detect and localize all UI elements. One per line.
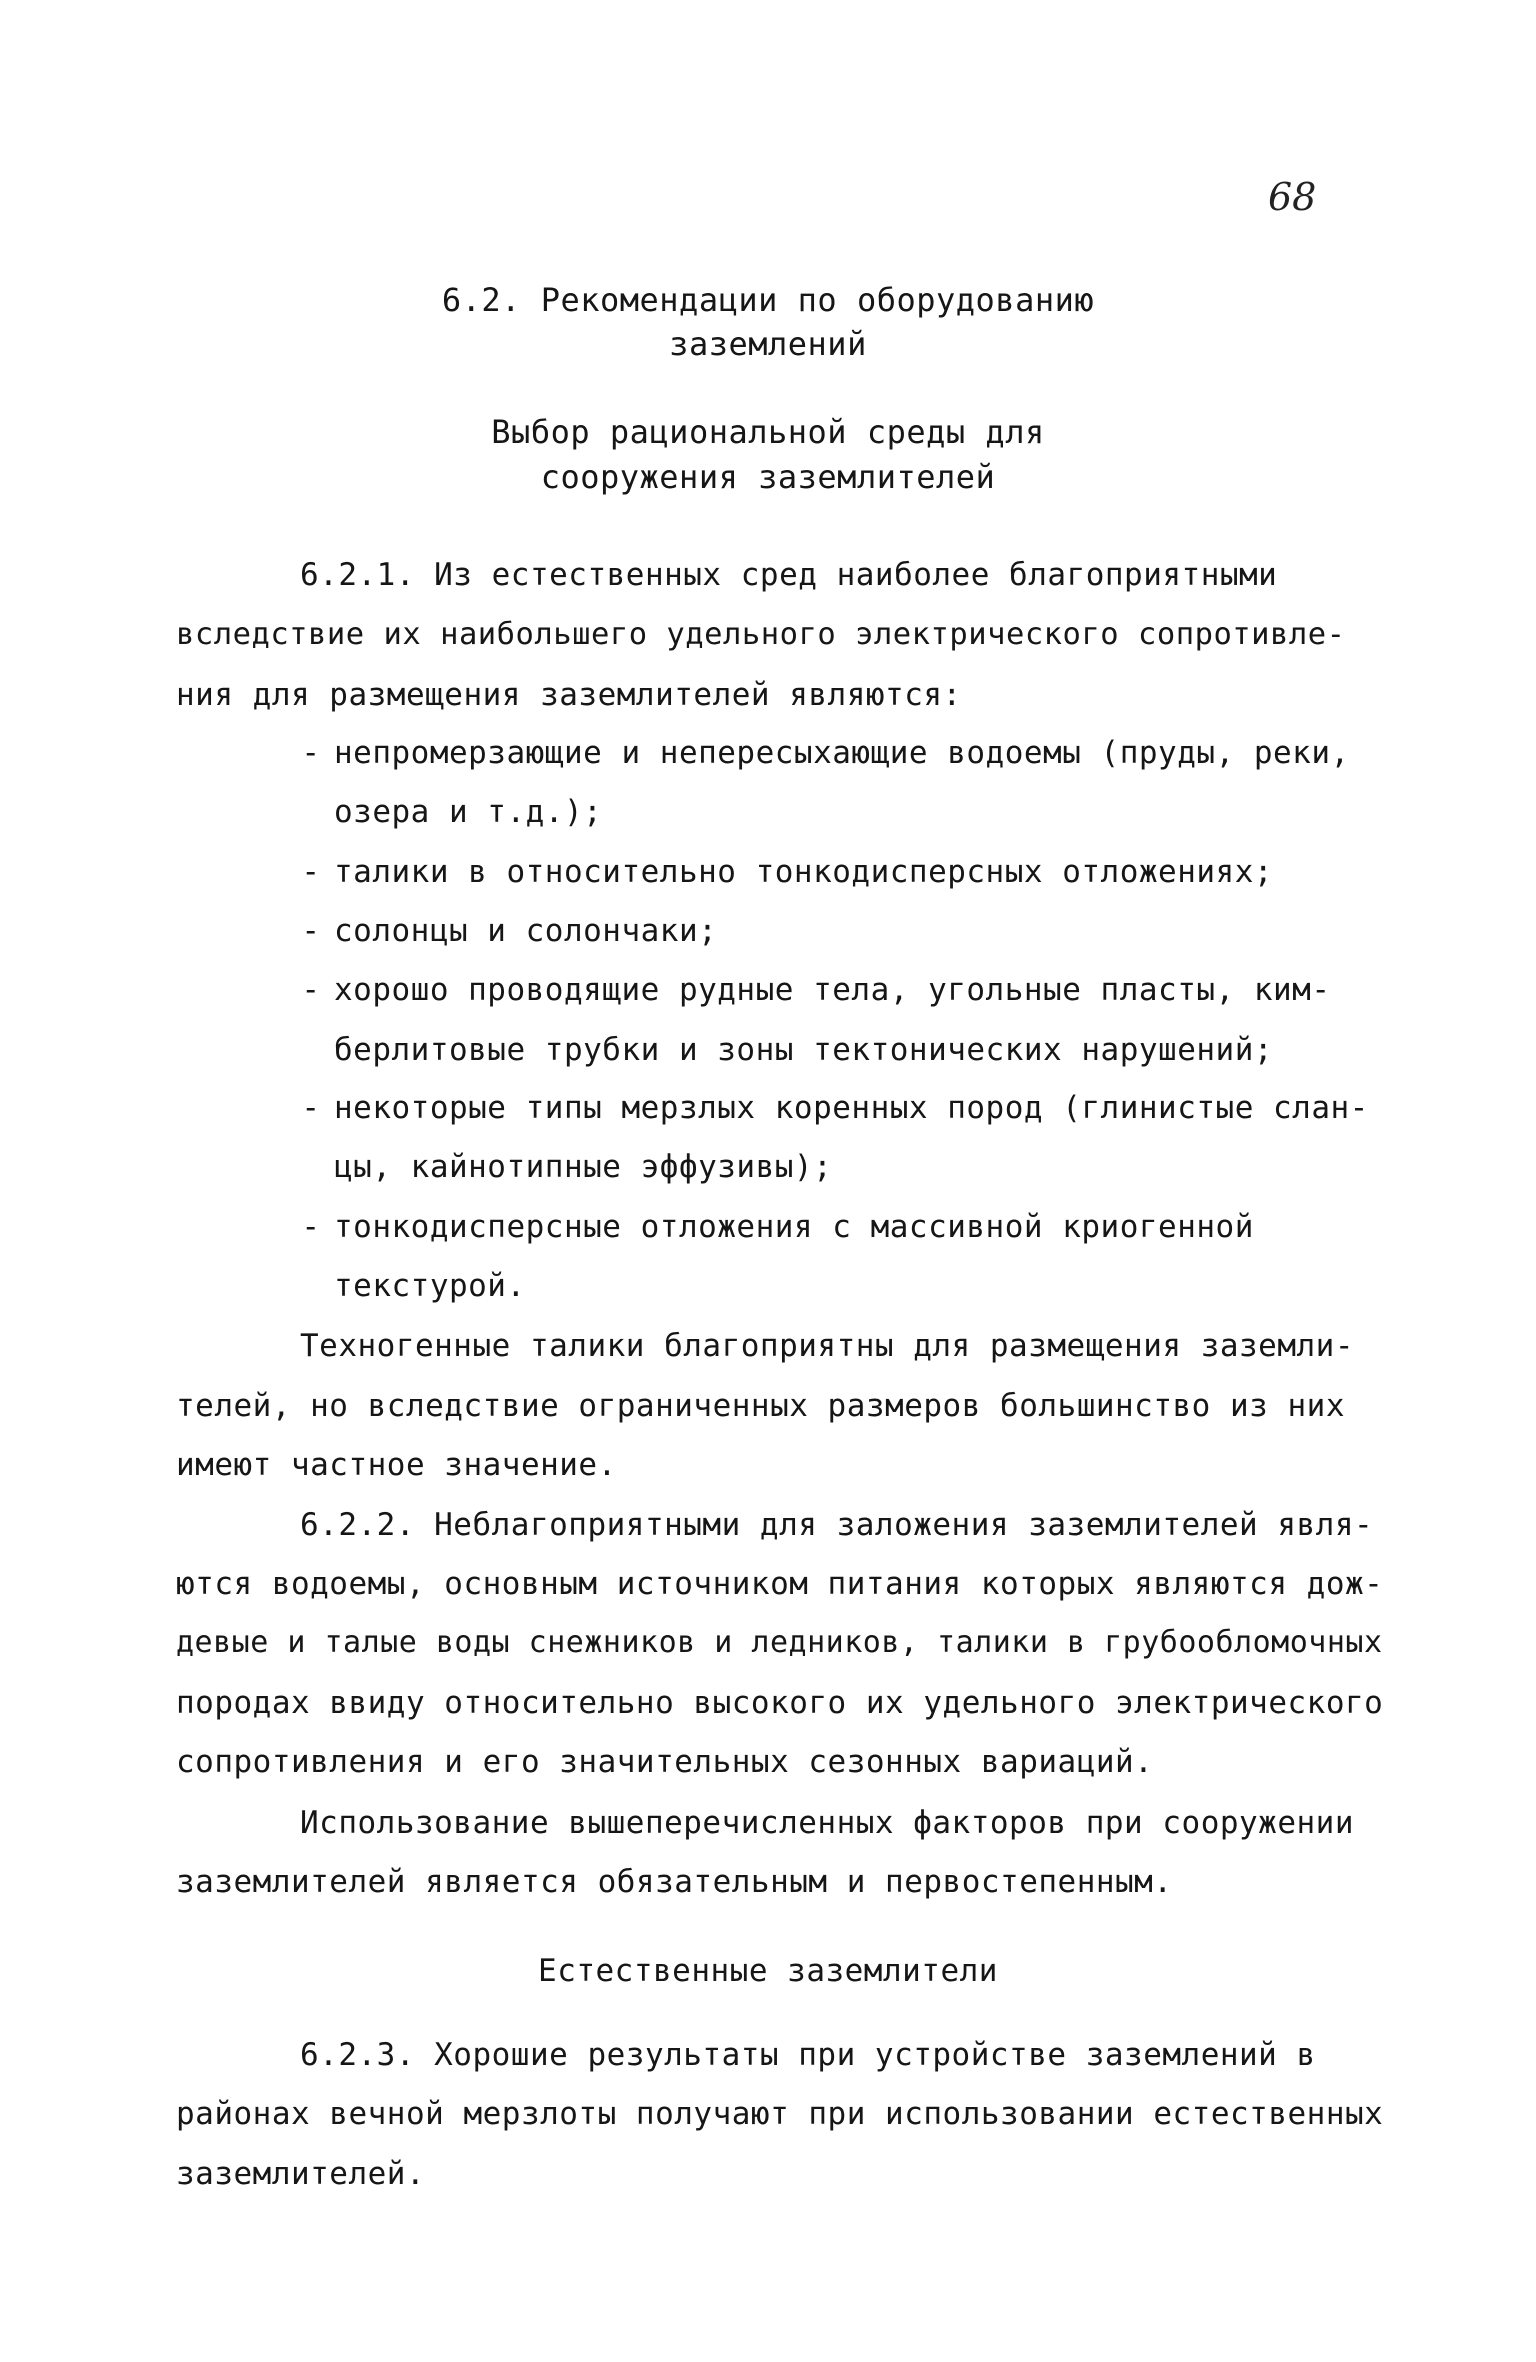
list-item-line-2: озера и т.д.); — [334, 794, 603, 830]
subsection-title-line-2: сооружения заземлителей — [540, 458, 996, 496]
para-6-2-2-line-2: ются водоемы, основным источником питания которых являются дож- — [176, 1566, 1384, 1602]
list-item-line-2: цы, кайнотипные эффузивы); — [334, 1149, 833, 1185]
page-number: 68 — [1268, 175, 1317, 219]
list-item-line-1: солонцы и солончаки; — [334, 913, 718, 949]
para-technogenic-line-1: Техногенные талики благоприятны для размещения заземли- — [300, 1328, 1354, 1364]
list-item-line-1: некоторые типы мерзлых коренных пород (глинистые слан- — [334, 1090, 1369, 1126]
para-6-2-3-line-3: заземлителей. — [176, 2156, 426, 2192]
subsection-title-line-1: Выбор рациональной среды для — [491, 413, 1045, 451]
list-item-line-1: талики в относительно тонкодисперсных отложениях; — [334, 854, 1274, 890]
list-item-line-1: хорошо проводящие рудные тела, угольные пласты, ким- — [334, 972, 1331, 1008]
list-item-line-2: текстурой. — [334, 1268, 526, 1304]
list-dash: - — [301, 1209, 321, 1245]
para-6-2-2-line-3: девые и талые воды снежников и ледников, талики в грубообломочных — [176, 1625, 1383, 1660]
section-title-line-1: 6.2. Рекомендации по оборудованию — [441, 281, 1095, 319]
list-item-line-2: берлитовые трубки и зоны тектонических нарушений; — [334, 1032, 1274, 1068]
list-dash: - — [301, 972, 321, 1008]
list-dash: - — [301, 1090, 321, 1126]
para-6-2-2-line-1: 6.2.2. Неблагоприятными для заложения заземлителей явля- — [300, 1507, 1374, 1543]
list-item-line-1: тонкодисперсные отложения с массивной криогенной — [334, 1209, 1254, 1245]
para-6-2-3-line-1: 6.2.3. Хорошие результаты при устройстве заземлений в — [300, 2037, 1316, 2073]
para-technogenic-line-2: телей, но вследствие ограниченных размеров большинство из них — [176, 1388, 1345, 1424]
para-6-2-3-line-2: районах вечной мерзлоты получают при использовании естественных — [176, 2096, 1384, 2132]
para-usage-line-1: Использование вышеперечисленных факторов при сооружении — [300, 1805, 1354, 1841]
list-item-line-1: непромерзающие и непересыхающие водоемы (пруды, реки, — [334, 735, 1350, 771]
para-usage-line-2: заземлителей является обязательным и первостепенным. — [176, 1864, 1173, 1900]
para-6-2-1-line-1: 6.2.1. Из естественных сред наиболее благоприятными — [300, 557, 1278, 593]
list-dash: - — [301, 735, 321, 771]
para-6-2-1-line-3: ния для размещения заземлителей являются: — [176, 677, 962, 713]
para-6-2-2-line-5: сопротивления и его значительных сезонных вариаций. — [176, 1744, 1154, 1780]
list-dash: - — [301, 913, 321, 949]
para-6-2-1-line-2: вследствие их наибольшего удельного электрического сопротивле- — [176, 617, 1346, 652]
section-title-line-2: заземлений — [669, 325, 867, 363]
heading-natural-grounding: Естественные заземлители — [538, 1953, 998, 1989]
para-6-2-2-line-4: породах ввиду относительно высокого их удельного электрического — [176, 1685, 1384, 1721]
para-technogenic-line-3: имеют частное значение. — [176, 1447, 617, 1483]
list-dash: - — [301, 854, 321, 890]
